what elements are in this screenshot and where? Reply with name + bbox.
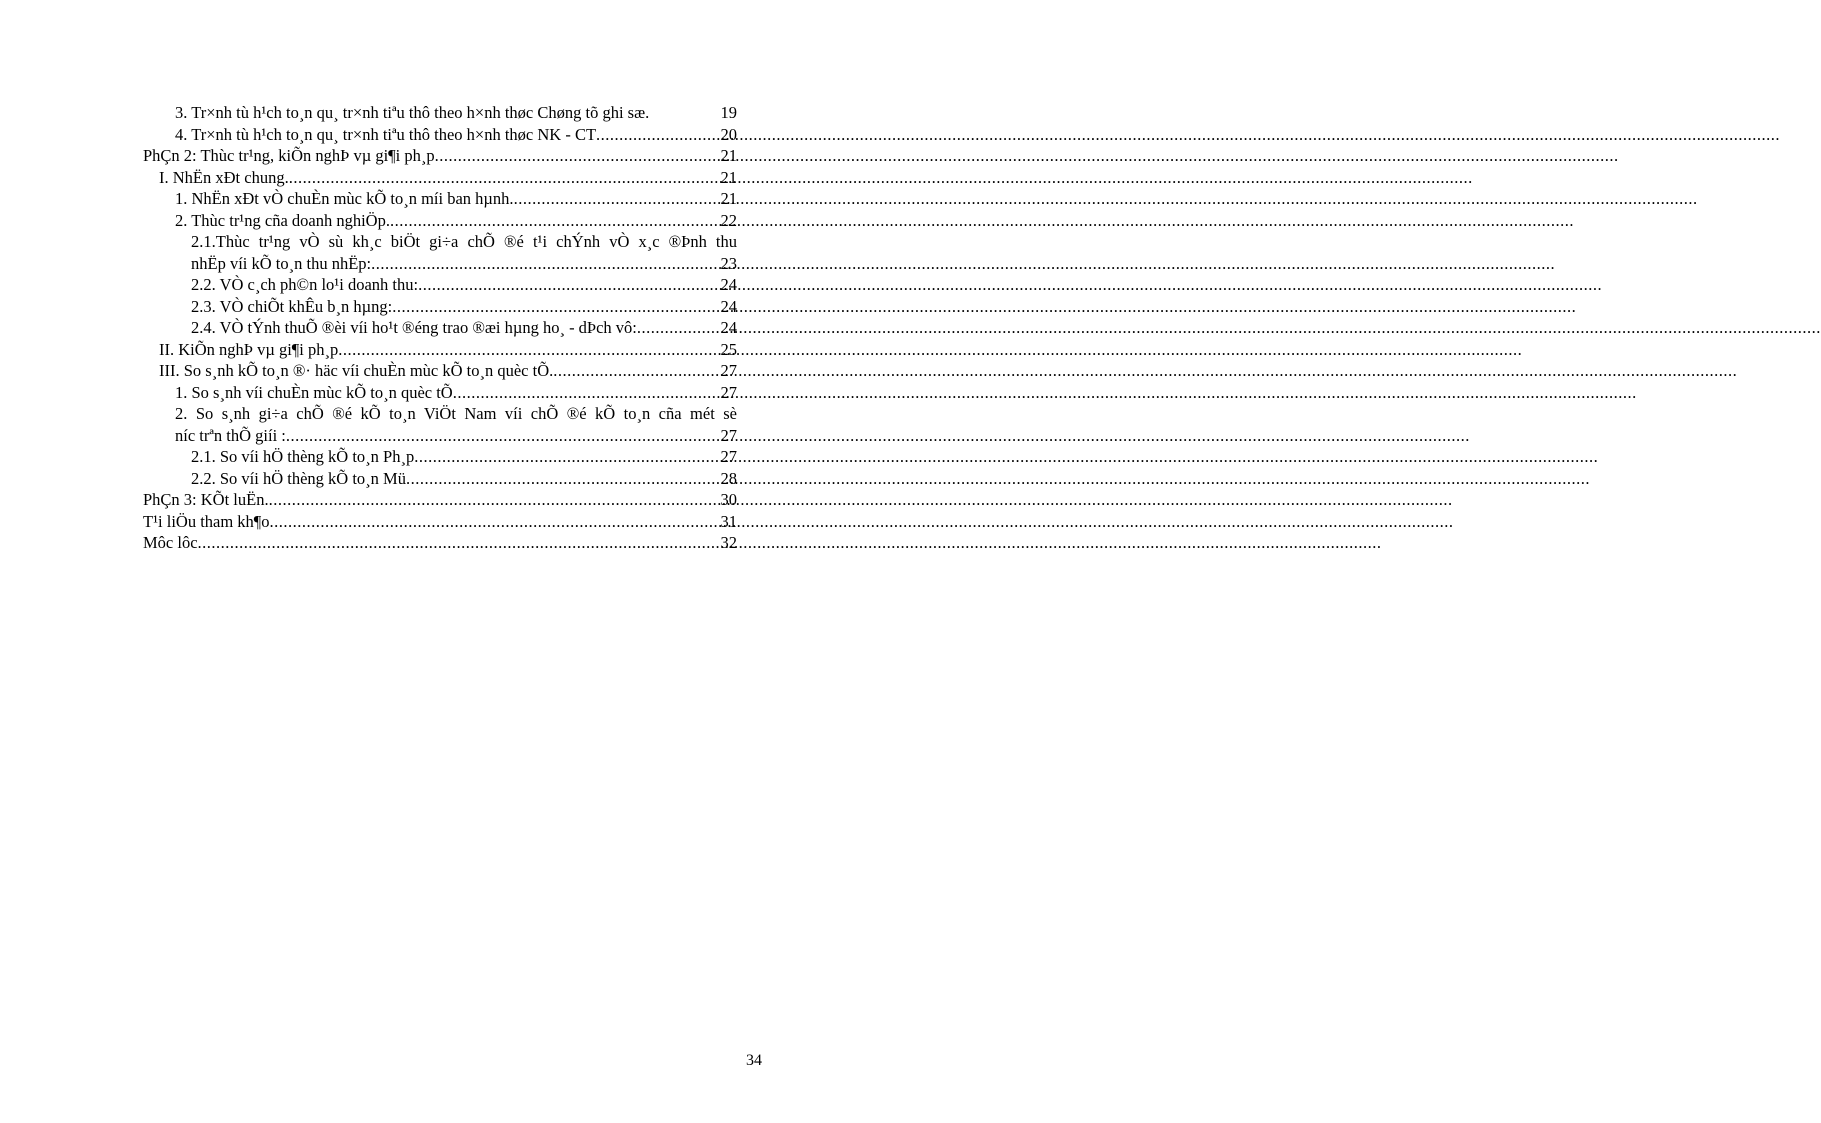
- toc-entry-label: 2.2. So víi hÖ thèng kÕ to¸n Mü: [191, 468, 406, 488]
- toc-dot-leader: [198, 532, 721, 554]
- toc-entry[interactable]: [143, 167, 737, 189]
- toc-page-number: 20: [720, 124, 737, 144]
- toc-dot-leader: [406, 468, 721, 490]
- toc-page-number: 27: [720, 361, 737, 380]
- toc-dot-leader: [453, 382, 721, 404]
- toc-entry[interactable]: [143, 489, 737, 511]
- toc-entry-label: III. So s¸nh kÕ to¸n ®· häc víi chuÈn mùc kÕ to¸n quèc tÕ.: [159, 361, 554, 380]
- toc-entry[interactable]: [143, 145, 737, 167]
- toc-entry-label: 4. Tr×nh tù h¹ch to¸n qu¸ tr×nh tiªu thô theo h×nh thøc NK - CT: [175, 124, 597, 144]
- toc-entry[interactable]: [143, 382, 737, 404]
- toc-entry[interactable]: [143, 446, 737, 468]
- toc-dot-leader: [390, 210, 721, 232]
- toc-entry-label: 3. Tr×nh tù h¹ch to¸n qu¸ tr×nh tiªu thô theo h×nh thøc Chøng tõ ghi sæ.: [175, 103, 650, 122]
- toc-entry[interactable]: [143, 532, 737, 554]
- toc-entry[interactable]: [143, 360, 737, 382]
- toc-entry-label: 2.4. VÒ tÝnh thuÕ ®èi víi ho¹t ®éng trao ®æi hµng ho¸ - dÞch vô:: [191, 318, 637, 337]
- toc-entry-label: níc trªn thÕ giíi :: [175, 425, 286, 445]
- toc-dot-leader: [269, 489, 721, 511]
- toc-dot-leader: [371, 253, 720, 275]
- toc-entry-label: nhËp víi kÕ to¸n thu nhËp:: [191, 253, 372, 273]
- toc-dot-leader: [286, 425, 721, 447]
- toc-entry-label: 2.3. VÒ chiÕt khÊu b¸n hµng:: [191, 296, 393, 316]
- toc-entry-label: 2.2. VÒ c¸ch ph©n lo¹i doanh thu:: [191, 275, 419, 294]
- toc-page-number: 27: [720, 425, 737, 445]
- toc-page-number: 25: [720, 339, 737, 359]
- toc-entry-label: 2.1. So víi hÖ thèng kÕ to¸n Ph¸p: [191, 447, 415, 466]
- toc-dot-leader: [435, 145, 721, 167]
- toc-dot-leader: [338, 339, 720, 361]
- toc-entry[interactable]: [143, 468, 737, 490]
- toc-page-number: 31: [720, 511, 737, 531]
- toc-dot-leader: [414, 446, 720, 468]
- toc-dot-leader: [418, 274, 720, 296]
- toc-entry-label: PhÇn 3: KÕt luËn.: [143, 490, 269, 509]
- toc-page-number: 30: [720, 490, 737, 509]
- toc-page-number: 24: [720, 296, 737, 316]
- toc-entry-wrapped-line[interactable]: 2.1.Thùc tr¹ng vÒ sù kh¸c biÖt gi÷a chÕ ®é t¹i chÝnh vÒ x¸c ®Þnh thu: [191, 232, 737, 251]
- toc-page-number: 24: [720, 318, 737, 337]
- toc-page-number: 23: [720, 253, 737, 273]
- toc-entry[interactable]: [143, 124, 737, 146]
- toc-page-number: 21: [720, 146, 737, 165]
- toc-entry[interactable]: [143, 339, 737, 361]
- toc-dot-leader: [514, 188, 721, 210]
- toc-entry-label: Môc lôc: [143, 533, 198, 552]
- toc-entry-label: II. KiÕn nghÞ vµ gi¶i ph¸p: [159, 339, 339, 359]
- toc-page-number: 24: [720, 275, 737, 294]
- toc-dot-leader: [270, 511, 721, 533]
- toc-entry[interactable]: [143, 253, 737, 275]
- toc-entry[interactable]: [143, 317, 737, 339]
- toc-entry-wrapped-line[interactable]: 2. So s¸nh gi÷a chÕ ®é kÕ to¸n ViÖt Nam víi chÕ ®é kÕ to¸n cña mét sè: [175, 404, 737, 423]
- toc-page-number: 28: [720, 468, 737, 488]
- page-number: 34: [746, 1052, 762, 1069]
- toc-entry-label: T¹i liÖu tham kh¶o: [143, 511, 270, 531]
- toc-page-number: 21: [720, 189, 737, 208]
- toc-entry-label: 2. Thùc tr¹ng cña doanh nghiÖp.: [175, 210, 390, 230]
- toc-page-number: 32: [720, 533, 737, 552]
- toc-entry[interactable]: [143, 296, 737, 318]
- toc-page-number: 19: [720, 103, 737, 122]
- toc-page-number: 21: [720, 167, 737, 187]
- toc-entry[interactable]: [143, 511, 737, 533]
- toc-dot-leader: [596, 124, 720, 146]
- toc-entry-label: 1. So s¸nh víi chuÈn mùc kÕ to¸n quèc tÕ: [175, 382, 453, 402]
- toc-page-number: 22: [720, 210, 737, 230]
- toc-entry[interactable]: [143, 210, 737, 232]
- toc-entry[interactable]: [143, 274, 737, 296]
- toc-entry-label: 1. NhËn xÐt vÒ chuÈn mùc kÕ to¸n míi ban hµnh.: [175, 189, 514, 208]
- toc-entry[interactable]: [143, 188, 737, 210]
- toc-entry[interactable]: [143, 425, 737, 447]
- toc-dot-leader: [637, 317, 721, 339]
- toc-page-number: 27: [720, 447, 737, 466]
- table-of-contents: [143, 102, 737, 554]
- toc-entry-label: PhÇn 2: Thùc tr¹ng, kiÕn nghÞ vµ gi¶i ph¸p: [143, 146, 435, 165]
- toc-dot-leader: [289, 167, 721, 189]
- toc-page-number: 27: [720, 382, 737, 402]
- toc-dot-leader: [553, 360, 720, 382]
- toc-entry-label: I. NhËn xÐt chung.: [159, 167, 289, 187]
- toc-entry[interactable]: [143, 102, 737, 124]
- toc-dot-leader: [392, 296, 720, 318]
